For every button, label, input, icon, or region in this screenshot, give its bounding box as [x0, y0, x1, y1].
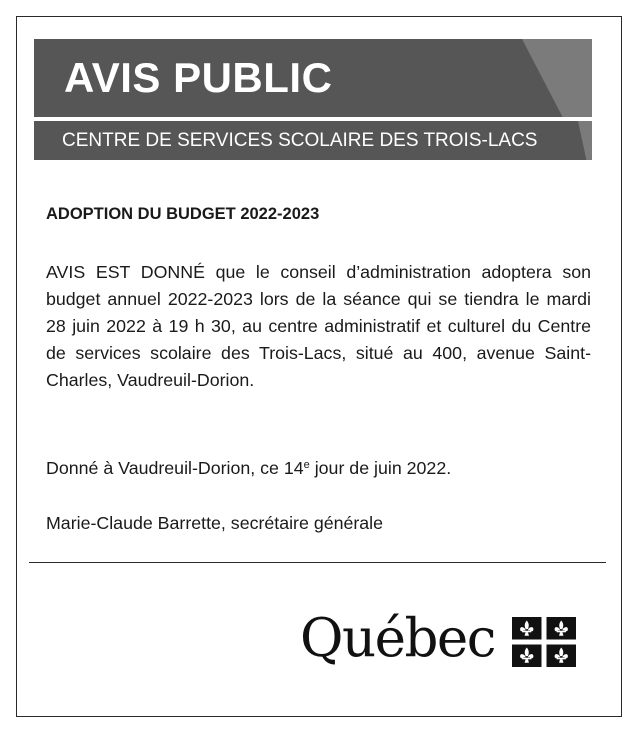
notice-body: AVIS EST DONNÉ que le conseil d’administration adoptera son budget annuel 2022-2023 lors de la séance qui se tiendra le mardi 28 juin 2022 à 19 h 30, au centre administratif et culturel du Centre de services scolaire des Trois-Lacs, situé au 400, avenue Saint-Charles, Vaudreuil-Dorion.	[46, 262, 591, 390]
banner-accent	[578, 121, 592, 160]
quebec-wordmark: Québec	[300, 608, 495, 669]
given-date-line	[46, 455, 451, 482]
notice-heading: ADOPTION DU BUDGET 2022-2023	[46, 205, 320, 223]
fleur-de-lis-flag-icon	[512, 617, 576, 667]
banner-accent	[522, 39, 592, 117]
title-banner	[34, 39, 592, 117]
given-date-superscript: e	[303, 459, 310, 471]
page-title: AVIS PUBLIC	[64, 54, 333, 101]
given-date-suffix: jour de juin 2022.	[309, 458, 452, 478]
signature: Marie-Claude Barrette, secrétaire générale	[46, 513, 384, 533]
organization-name: CENTRE DE SERVICES SCOLAIRE DES TROIS-LACS	[62, 130, 538, 151]
divider	[29, 562, 606, 563]
subtitle-banner	[34, 121, 592, 160]
given-date-prefix: Donné à Vaudreuil-Dorion, ce 14	[46, 458, 304, 478]
